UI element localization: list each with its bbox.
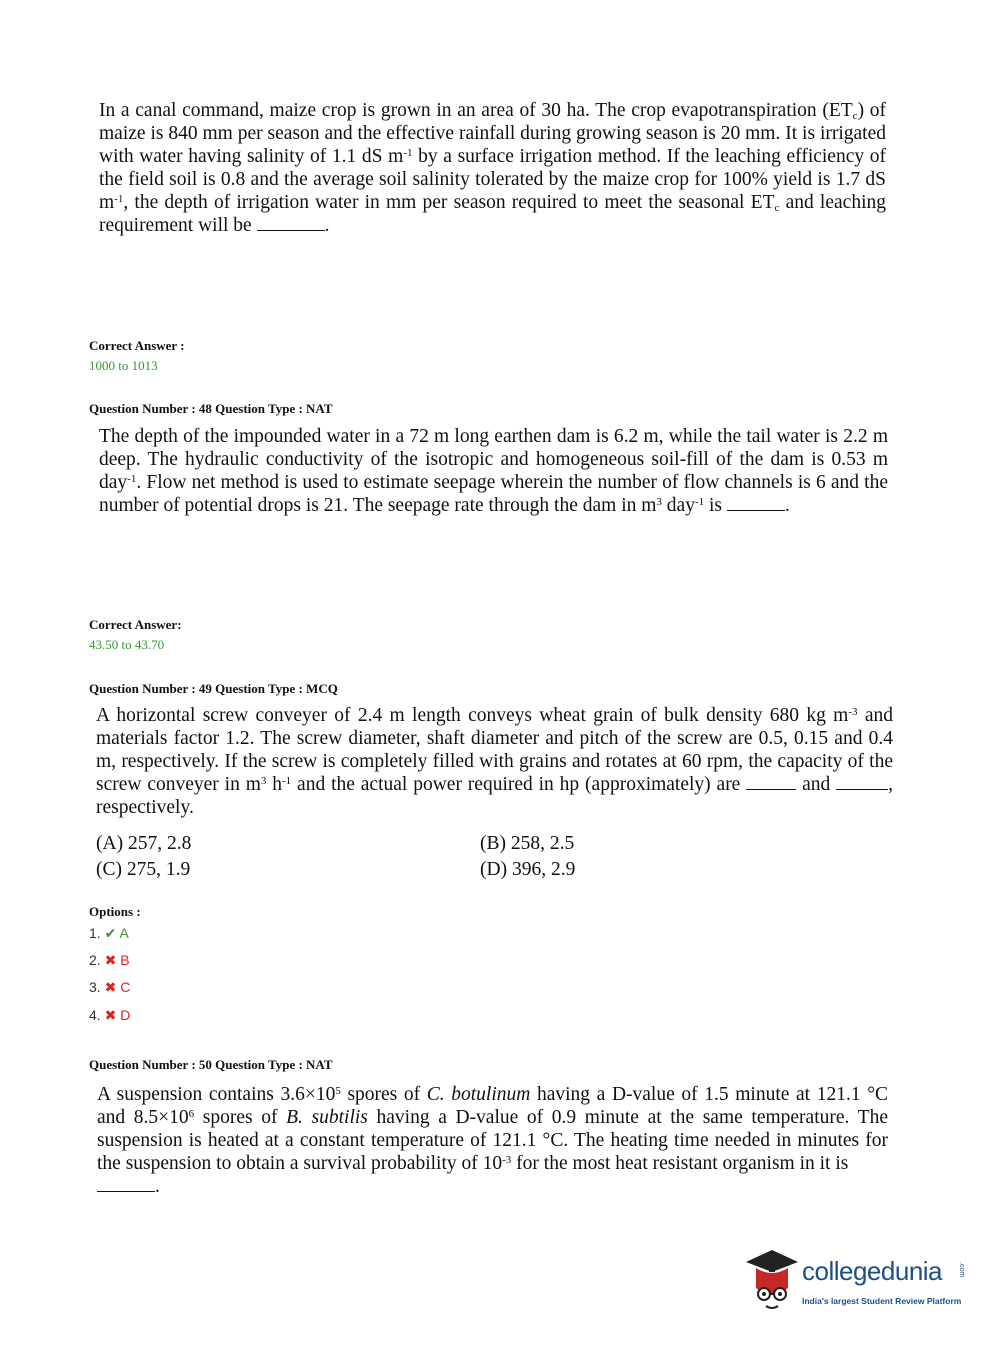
- check-icon: ✔: [104, 925, 117, 941]
- answer-blank: [836, 774, 888, 790]
- cross-icon: ✖: [104, 979, 117, 995]
- option-row-2: 2. ✖ B: [89, 952, 130, 968]
- cross-icon: ✖: [104, 1007, 117, 1023]
- choice-a: (A) 257, 2.8: [96, 833, 192, 854]
- choice-c: (C) 275, 1.9: [96, 859, 191, 880]
- correct-answer-value: 43.50 to 43.70: [89, 637, 165, 652]
- correct-answer-label: Correct Answer:: [89, 617, 182, 632]
- options-label: Options :: [89, 904, 141, 919]
- correct-answer-label: Correct Answer :: [89, 338, 185, 353]
- answer-blank: [257, 215, 325, 231]
- answer-blank: [746, 774, 796, 790]
- question-header: Question Number : 48 Question Type : NAT: [89, 401, 333, 416]
- question-header: Question Number : 50 Question Type : NAT: [89, 1057, 333, 1072]
- question-header: Question Number : 49 Question Type : MCQ: [89, 681, 338, 696]
- choice-b: (B) 258, 2.5: [480, 833, 575, 854]
- answer-blank: [727, 495, 785, 511]
- question-48-text: The depth of the impounded water in a 72 m long earthen dam is 6.2 m, while the tail water is 2.2 m deep. The hydraulic conductivity of the isotropic and homogeneous soil-fill of the dam is 0.53 m day$^{-1}$. Flow net method is used to estimate seepage wherein the number of flow channels is 6 and the number of potential drops is 21. The seepage rate through the dam in $m^3$ day$^{-1}$ is .: [99, 426, 888, 516]
- option-row-3: 3. ✖ C: [89, 979, 131, 995]
- question-47-text: In a canal command, maize crop is grown in an area of 30 ha. The crop evapotranspiration $(ET_c)$ of maize is 840 mm per season and the effective rainfall during growing season is 20 mm. It is irrigated with water having salinity of 1.1 dS $m^{-1}$ by a surface irrigation method. If the leaching efficiency of the field soil is 0.8 and the average soil salinity tolerated by the maize crop for 100% yield is 1.7 dS $m^{-1}$, the depth of irrigation water in mm per season required to meet the seasonal $ET_c$ and leaching requirement will be .: [99, 100, 887, 236]
- option-row-4: 4. ✖ D: [89, 1007, 131, 1023]
- cross-icon: ✖: [104, 952, 117, 968]
- correct-answer-value: 1000 to 1013: [89, 358, 158, 373]
- mascot-icon: [742, 1248, 802, 1318]
- collegedunia-logo[interactable]: collegedunia .com India's largest Student Review Platform: [742, 1248, 972, 1318]
- question-49-text: A horizontal screw conveyer of 2.4 m length conveys wheat grain of bulk density 680 kg $m^{-3}$ and materials factor 1.2. The screw diameter, shaft diameter and pitch of the screw are 0.5, 0.15 and 0.4 m, respectively. If the screw is completely filled with grains and rotates at 60 rpm, the capacity of the screw conveyer in $m^3$ $h^{-1}$ and the actual power required in hp (approximately) are and , respectively.: [96, 705, 893, 818]
- option-row-1: 1. ✔ A: [89, 925, 129, 941]
- question-50-text: A suspension contains $3.6\times 10^5$ spores of C. botulinum having a D-value of 1.5 minute at 121.1 °C and $8.5\times 10^6$ spores of B. subtilis having a D-value of 0.9 minute at the same temperature. The suspension is heated at a constant temperature of 121.1 °C. The heating time needed in minutes for the suspension to obtain a survival probability of $10^{-3}$ for the most heat resistant organism in it is .: [97, 1084, 889, 1197]
- choice-d: (D) 396, 2.9: [480, 859, 576, 880]
- answer-blank: [97, 1176, 155, 1192]
